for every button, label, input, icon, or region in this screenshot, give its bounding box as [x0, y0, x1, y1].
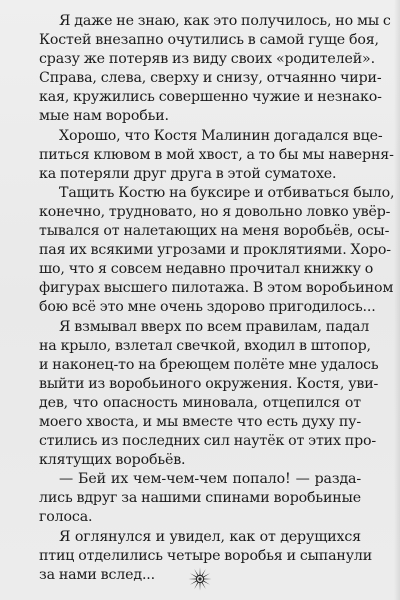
- text-line: птиц отделились четыре воробья и сыпанули: [39, 547, 373, 564]
- ornament-petal: [199, 582, 200, 590]
- text-line: клятущих воробьёв.: [39, 452, 186, 469]
- text-line: Я взмывал вверх по всем правилам, падал: [59, 318, 370, 335]
- paragraph: [39, 318, 379, 471]
- ornament-center: [198, 577, 201, 580]
- text-line: Костей внезапно очутились в самой гуще боя,: [39, 32, 379, 49]
- text-line: выйти из воробьиного окружения. Костя, уви-: [39, 375, 379, 392]
- page-text-block: [39, 12, 395, 585]
- sunburst-ornament-icon: [187, 566, 213, 592]
- text-line: моего хвоста, и мы вместе что есть духу пу-: [39, 413, 361, 430]
- paragraph: [39, 470, 361, 527]
- text-line: Тащить Костю на буксире и отбиваться было,: [59, 184, 395, 201]
- text-line: мые нам воробьи.: [39, 108, 169, 125]
- text-line: конечно, трудновато, но я довольно ловко увёр-: [39, 203, 391, 220]
- paragraph: [39, 184, 395, 318]
- paragraph: [39, 12, 391, 127]
- ornament-petal: [203, 578, 211, 579]
- text-line: — Бей их чем-чем-чем попало! — разда-: [59, 471, 361, 488]
- text-line: пая их всякими угрозами и проклятиями. Хоро-: [39, 242, 391, 259]
- text-line: Я оглянулся и увидел, как от дерущихся: [59, 528, 361, 545]
- text-line: бою всё это мне очень здорово пригодилось...: [39, 299, 376, 316]
- text-line: за нами вслед...: [39, 566, 156, 583]
- text-line: шо, что я совсем недавно прочитал книжку о: [39, 261, 374, 278]
- text-line: стились из последних сил наутёк от этих про-: [39, 433, 377, 450]
- text-line: дев, что опасность миновала, отцепился от: [39, 394, 361, 411]
- paragraph: [39, 127, 394, 184]
- page-edge-shadow: [394, 0, 400, 600]
- text-line: на крыло, взлетал свечкой, входил в штопор,: [39, 337, 371, 354]
- text-line: тывался от налетающих на меня воробьёв, осы-: [39, 223, 390, 240]
- text-line: ка потеряли друг друга в этой суматохе.: [39, 165, 337, 182]
- text-line: Справа, слева, сверху и снизу, отчаянно чири-: [39, 70, 382, 87]
- text-line: питься клювом в мой хвост, а то бы мы наверня-: [39, 146, 394, 163]
- text-line: фигурах высшего пилотажа. В этом воробьином: [39, 280, 394, 297]
- text-line: голоса.: [39, 509, 93, 526]
- text-line: лись вдруг за нашими спинами воробьиные: [39, 490, 361, 507]
- text-line: и наконец-то на бреющем полёте мне удалось: [39, 356, 379, 373]
- text-line: Я даже не знаю, как это получилось, но мы с: [59, 13, 391, 29]
- text-line: Хорошо, что Костя Малинин догадался вце-: [59, 127, 383, 144]
- ornament-petal: [189, 578, 197, 579]
- text-line: кая, кружились совершенно чужие и незнако-: [39, 89, 382, 106]
- ornament-petal: [199, 568, 200, 576]
- text-line: сразу же потеряв из виду своих «родителей».: [39, 51, 375, 68]
